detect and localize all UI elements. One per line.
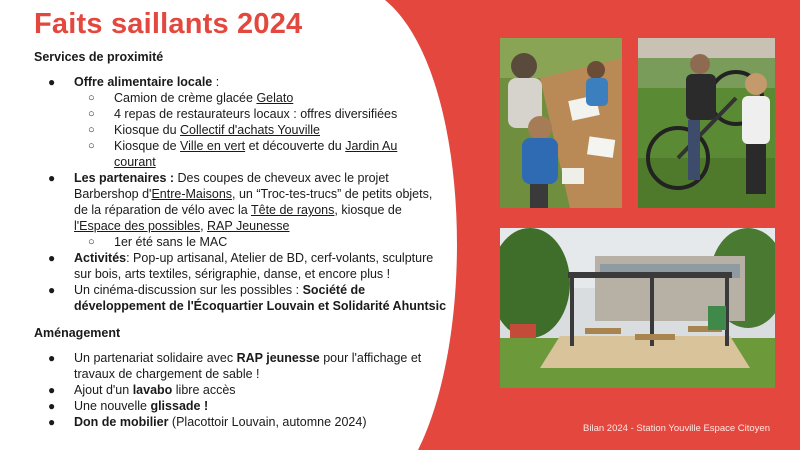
link-collectif-achats[interactable]: Collectif d'achats Youville <box>180 123 321 137</box>
bullet: ● <box>48 75 56 89</box>
photo-pergola-picnic <box>500 228 775 388</box>
link-ville-en-vert[interactable]: Ville en vert <box>180 139 246 153</box>
list-item-mac: ○ 1er été sans le MAC <box>88 235 228 249</box>
sub-bullet: ○ <box>88 124 95 136</box>
sub-bullet: ○ <box>88 92 95 104</box>
bullet: ● <box>48 383 56 397</box>
list-item-lavabo: ● Ajout d'un lavabo libre accès <box>48 383 236 397</box>
bullet: ● <box>48 399 56 413</box>
bullet: ● <box>48 283 56 297</box>
list-item-offre: ● Offre alimentaire locale : <box>48 75 220 89</box>
bullet: ● <box>48 415 56 429</box>
list-item-ville-en-vert: ○ Kiosque de Ville en vert et découverte du Jardin Au courant <box>88 139 398 169</box>
section-services-title: Services de proximité <box>34 50 164 64</box>
list-item-mobilier: ● Don de mobilier (Placottoir Louvain, automne 2024) <box>48 415 367 429</box>
amenagement-list <box>34 350 464 430</box>
list-item-repas: ○ 4 repas de restaurateurs locaux : offres diversifiées <box>88 107 398 121</box>
photo-kids-drawing <box>500 38 622 208</box>
list-item-collectif: ○ Kiosque du Collectif d'achats Youville <box>88 123 321 137</box>
list-item-gelato: ○ Camion de crème glacée Gelato <box>88 91 294 105</box>
sub-bullet: ○ <box>88 236 95 248</box>
sub-bullet: ○ <box>88 140 95 152</box>
link-espace-des-possibles[interactable]: l'Espace des possibles <box>74 219 201 233</box>
list-item-cinema: ● Un cinéma-discussion sur les possibles : Société de développement de l'Écoquartier Louvain et Solidarité Ahuntsic <box>48 283 447 313</box>
section-amenagement-title: Aménagement <box>34 326 121 340</box>
services-list <box>34 74 464 314</box>
photo-bike-repair <box>638 38 775 208</box>
list-item-rap: ● Un partenariat solidaire avec RAP jeunesse pour l'affichage et travaux de chargement de sable ! <box>48 351 422 381</box>
slide-title: Faits saillants 2024 <box>34 8 303 40</box>
bullet: ● <box>48 251 56 265</box>
link-jardin-au-courant[interactable]: Jardin Au <box>345 139 398 153</box>
link-jardin-au-courant-cont[interactable]: courant <box>114 155 156 169</box>
list-item-activites: ● Activités: Pop-up artisanal, Atelier de BD, cerf-volants, sculpture sur bois, arts textiles, sérigraphie, danse, et encore plus ! <box>48 251 434 281</box>
link-tete-de-rayons[interactable]: Tête de rayons <box>250 203 335 217</box>
bullet: ● <box>48 171 56 185</box>
link-gelato[interactable]: Gelato <box>256 91 294 105</box>
link-entre-maisons[interactable]: Entre-Maisons <box>151 187 233 201</box>
link-rap-jeunesse[interactable]: RAP Jeunesse <box>207 219 290 233</box>
bullet: ● <box>48 351 56 365</box>
sub-bullet: ○ <box>88 108 95 120</box>
list-item-glissade: ● Une nouvelle glissade ! <box>48 399 209 413</box>
list-item-partenaires: ● Les partenaires : Des coupes de cheveux avec le projet Barbershop d'Entre-Maisons, un “Troc-tes-trucs” de petits objets, de la réparation de vélo avec la Tête de rayons, kiosque de l'Espace des possibles, RAP Jeunesse <box>48 171 433 233</box>
footer-caption: Bilan 2024 - Station Youville Espace Citoyen <box>583 423 770 434</box>
